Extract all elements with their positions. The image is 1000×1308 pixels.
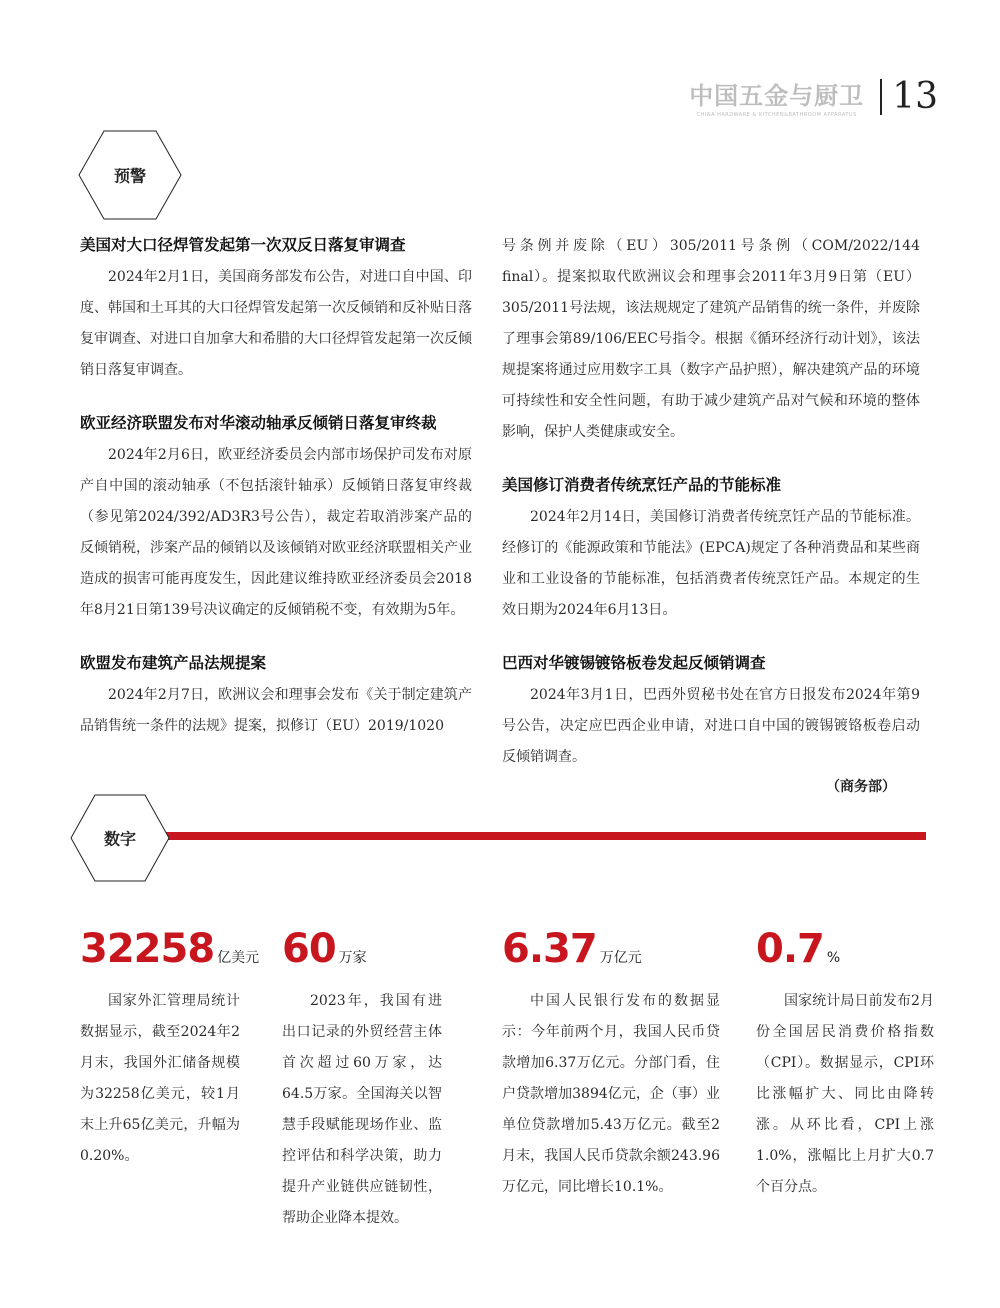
stat-unit: 万家 (338, 950, 367, 966)
stat-value: 0.7 (756, 926, 824, 972)
source-note: （商务部） (826, 779, 896, 795)
magazine-name: 中国五金与厨卫 (689, 82, 865, 110)
section-divider-line (160, 832, 926, 840)
alert-body: 2024年2月1日，美国商务部发布公告，对进口自中国、印度、韩国和土耳其的大口径焊管发起第一次反倾销和反补贴日落复审调查、对进口自加拿大和希腊的大口径焊管发起第一次反倾销日落复审调查。 (80, 269, 472, 378)
magazine-subtitle: CHINA HARDWARE & KITCHEN&BATHROOM APPARATUS (696, 112, 857, 118)
stat-head (756, 926, 934, 976)
stat-head (80, 926, 260, 976)
alert-item (80, 234, 472, 386)
alert-item (502, 652, 920, 773)
stat-unit: 万亿元 (599, 950, 642, 966)
stat-card (756, 926, 934, 1203)
alerts-left-column (80, 234, 472, 768)
stat-card (502, 926, 720, 1203)
alert-title: 美国修订消费者传统烹饪产品的节能标准 (502, 476, 782, 494)
alert-item-continuation (502, 231, 920, 448)
stat-value: 6.37 (502, 926, 597, 972)
numbers-section-label: 数字 (103, 829, 136, 849)
masthead (689, 76, 938, 118)
stat-body: 国家外汇管理局统计数据显示，截至2024年2月末，我国外汇储备规模为32258亿美元，较1月末上升65亿美元，升幅为0.20%。 (80, 993, 240, 1164)
alert-body: 2024年2月14日，美国修订消费者传统烹饪产品的节能标准。经修订的《能源政策和节能法》(EPCA)规定了各种消费品和某些商业和工业设备的节能标准，包括消费者传统烹饪产品。本规定的生效日期为2024年6月13日。 (502, 509, 920, 618)
alert-item (80, 652, 472, 742)
alert-title: 欧亚经济联盟发布对华滚动轴承反倾销日落复审终裁 (80, 414, 437, 432)
stat-body: 国家统计局日前发布2月份全国居民消费价格指数（CPI）。数据显示，CPI环比涨幅扩大、同比由降转涨。从环比看，CPI上涨1.0%，涨幅比上月扩大0.7个百分点。 (756, 993, 934, 1195)
alert-item (80, 412, 472, 626)
masthead-divider (880, 79, 882, 115)
alert-title: 巴西对华镀锡镀铬板卷发起反倾销调查 (502, 654, 766, 672)
alerts-section-badge (78, 130, 182, 220)
stat-head (282, 926, 442, 976)
stat-body: 中国人民银行发布的数据显示：今年前两个月，我国人民币贷款增加6.37万亿元。分部门看，住户贷款增加3894亿元，企（事）业单位贷款增加5.43万亿元。截至2月末，我国人民币贷款余额243.96万亿元，同比增长10.1%。 (502, 993, 720, 1195)
alert-body: 2024年3月1日，巴西外贸秘书处在官方日报发布2024年第9号公告，决定应巴西企业申请，对进口自中国的镀锡镀铬板卷启动反倾销调查。 (502, 687, 920, 765)
stat-body: 2023年，我国有进出口记录的外贸经营主体首次超过60万家，达64.5万家。全国海关以智慧手段赋能现场作业、监控评估和科学决策，助力提升产业链供应链韧性，帮助企业降本提效。 (282, 993, 442, 1226)
magazine-logo (689, 76, 864, 118)
page-number: 13 (892, 76, 938, 117)
stat-card (80, 926, 260, 1172)
alert-body-continuation: 号条例并废除（EU）305/2011号条例（COM/2022/144 final）。提案拟取代欧洲议会和理事会2011年3月9日第（EU）305/2011号法规，该法规规定了建筑产品销售的统一条件，并废除了理事会第89/106/EEC号指令。根据《循环经济行动计划》，该法规提案将通过应用数字工具（数字产品护照），解决建筑产品的环境可持续性和安全性问题，有助于减少建筑产品对气候和环境的整体影响，保护人类健康或安全。 (502, 238, 920, 440)
stat-value: 32258 (80, 926, 215, 972)
stat-unit: % (826, 950, 841, 966)
alert-title: 美国对大口径焊管发起第一次双反日落复审调查 (80, 236, 406, 254)
alerts-right-column (502, 231, 920, 799)
stat-head (502, 926, 720, 976)
alerts-section-label: 预警 (113, 166, 146, 186)
alert-body: 2024年2月6日，欧亚经济委员会内部市场保护司发布对原产自中国的滚动轴承（不包括滚针轴承）反倾销日落复审终裁（参见第2024/392/AD3R3号公告），裁定若取消涉案产品的反倾销税，涉案产品的倾销以及该倾销对欧亚经济联盟相关产业造成的损害可能再度发生，因此建议维持欧亚经济委员会2018年8月21日第139号决议确定的反倾销税不变，有效期为5年。 (80, 447, 472, 618)
stat-card (282, 926, 442, 1234)
alert-body: 2024年2月7日，欧洲议会和理事会发布《关于制定建筑产品销售统一条件的法规》提案，拟修订（EU）2019/1020 (80, 687, 472, 734)
numbers-section-badge (70, 794, 170, 882)
stat-unit: 亿美元 (217, 950, 260, 966)
alert-title: 欧盟发布建筑产品法规提案 (80, 654, 267, 672)
alert-item (502, 474, 920, 626)
stat-value: 60 (282, 926, 336, 972)
